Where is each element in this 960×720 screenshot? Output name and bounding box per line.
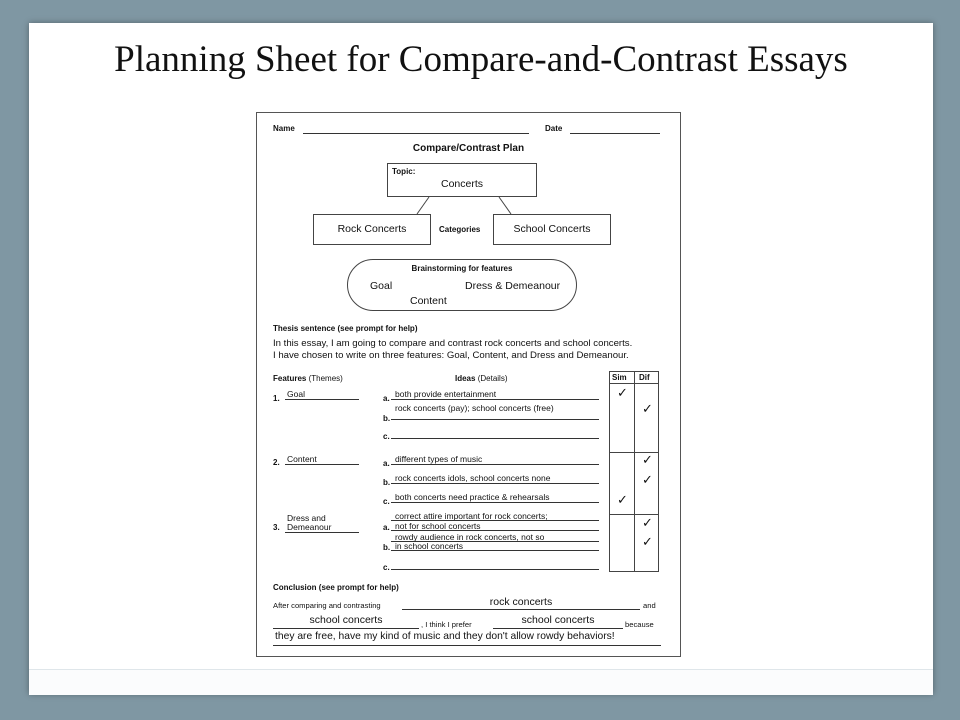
ideas-label: Ideas: [455, 374, 476, 383]
conclusion-blank-line: [493, 628, 623, 629]
idea-line: [391, 502, 599, 503]
conclusion-reason-line: [273, 645, 661, 646]
idea-line: [391, 399, 599, 400]
date-label: Date: [545, 124, 563, 133]
dif-check: ✓: [642, 534, 653, 549]
brainstorm-oval: [347, 259, 577, 311]
conclusion-blank: school concerts: [309, 614, 383, 626]
brainstorm-item: Dress & Demeanour: [465, 280, 561, 292]
idea-letter: a.: [383, 523, 390, 532]
brainstorm-item: Content: [410, 295, 447, 307]
conclusion-prefix: After comparing and contrasting: [273, 601, 381, 610]
idea-letter: c.: [383, 497, 390, 506]
idea-text: both provide entertainment: [395, 389, 497, 399]
idea-line: [391, 438, 599, 439]
feature-name: Content: [287, 454, 317, 464]
features-label: Features: [273, 374, 307, 383]
idea-letter: b.: [383, 414, 391, 423]
slide-footer-bar: [29, 669, 933, 695]
idea-line: [391, 569, 599, 570]
feature-name: Dress and: [287, 513, 326, 523]
sim-check: ✓: [617, 385, 628, 400]
dif-check: ✓: [642, 515, 653, 530]
grid-divider: [609, 383, 659, 384]
conclusion-because: because: [625, 620, 654, 629]
idea-line: [391, 550, 599, 551]
idea-text: different types of music: [395, 454, 483, 464]
dif-check: ✓: [642, 401, 653, 416]
idea-text: rowdy audience in rock concerts, not so: [395, 532, 545, 542]
idea-letter: b.: [383, 478, 391, 487]
category-right-box: [493, 214, 611, 245]
categories-label: Categories: [439, 225, 481, 234]
conclusion-reason: they are free, have my kind of music and they don't allow rowdy behaviors!: [275, 631, 615, 642]
idea-line: [391, 530, 599, 531]
idea-letter: b.: [383, 543, 391, 552]
sim-check: ✓: [617, 492, 628, 507]
idea-text: both concerts need practice & rehearsals: [395, 492, 550, 502]
thesis-label: Thesis sentence (see prompt for help): [273, 324, 418, 333]
idea-text: rock concerts idols, school concerts none: [395, 473, 551, 483]
idea-line: [391, 483, 599, 484]
category-right: School Concerts: [513, 223, 591, 235]
ideas-header: [455, 374, 507, 383]
conclusion-blank: rock concerts: [489, 596, 553, 608]
feature-line: [285, 399, 359, 400]
idea-text: in school concerts: [395, 541, 464, 551]
thesis-line: I have chosen to write on three features: Goal, Content, and Dress and Demeanour.: [273, 350, 629, 361]
ideas-sub: (Details): [477, 374, 508, 383]
topic-value: Concerts: [440, 178, 483, 190]
feature-name: Demeanour: [287, 522, 332, 532]
feature-name: Goal: [287, 389, 305, 399]
features-sub: (Themes): [308, 374, 343, 383]
conclusion-label: Conclusion (see prompt for help): [273, 583, 399, 592]
idea-line: [391, 464, 599, 465]
features-header: [273, 374, 343, 383]
feature-number: 1.: [273, 394, 280, 403]
category-left-box: [313, 214, 431, 245]
conclusion-blank-line: [273, 628, 419, 629]
grid-divider: [634, 371, 635, 572]
dif-check: ✓: [642, 472, 653, 487]
worksheet-heading: Compare/Contrast Plan: [412, 143, 525, 154]
conclusion-blank: school concerts: [521, 614, 595, 626]
conclusion-blank-line: [402, 609, 640, 610]
idea-letter: a.: [383, 394, 390, 403]
name-label: Name: [273, 124, 295, 133]
category-left: Rock Concerts: [337, 223, 407, 235]
slide: [29, 23, 933, 694]
feature-number: 3.: [273, 523, 280, 532]
thesis-line: In this essay, I am going to compare and contrast rock concerts and school concerts.: [273, 338, 633, 349]
brainstorm-label: Brainstorming for features: [411, 264, 513, 273]
brainstorm-item: Goal: [370, 280, 393, 292]
idea-text: rock concerts (pay); school concerts (free): [395, 403, 554, 413]
idea-line: [391, 419, 599, 420]
feature-line: [285, 532, 359, 533]
conclusion-and: and: [643, 601, 656, 610]
sim-label: Sim: [612, 373, 627, 382]
topic-label: Topic:: [392, 167, 416, 176]
dif-check: ✓: [642, 452, 653, 467]
idea-text: not for school concerts: [395, 521, 481, 531]
dif-label: Dif: [639, 373, 650, 382]
idea-letter: a.: [383, 459, 390, 468]
idea-text: correct attire important for rock concerts;: [395, 511, 548, 521]
conclusion-mid: , I think I prefer: [421, 620, 472, 629]
worksheet: [256, 112, 681, 657]
feature-number: 2.: [273, 458, 280, 467]
idea-letter: c.: [383, 563, 390, 572]
feature-line: [285, 464, 359, 465]
slide-title: Planning Sheet for Compare-and-Contrast Essays: [114, 39, 848, 80]
idea-letter: c.: [383, 432, 390, 441]
